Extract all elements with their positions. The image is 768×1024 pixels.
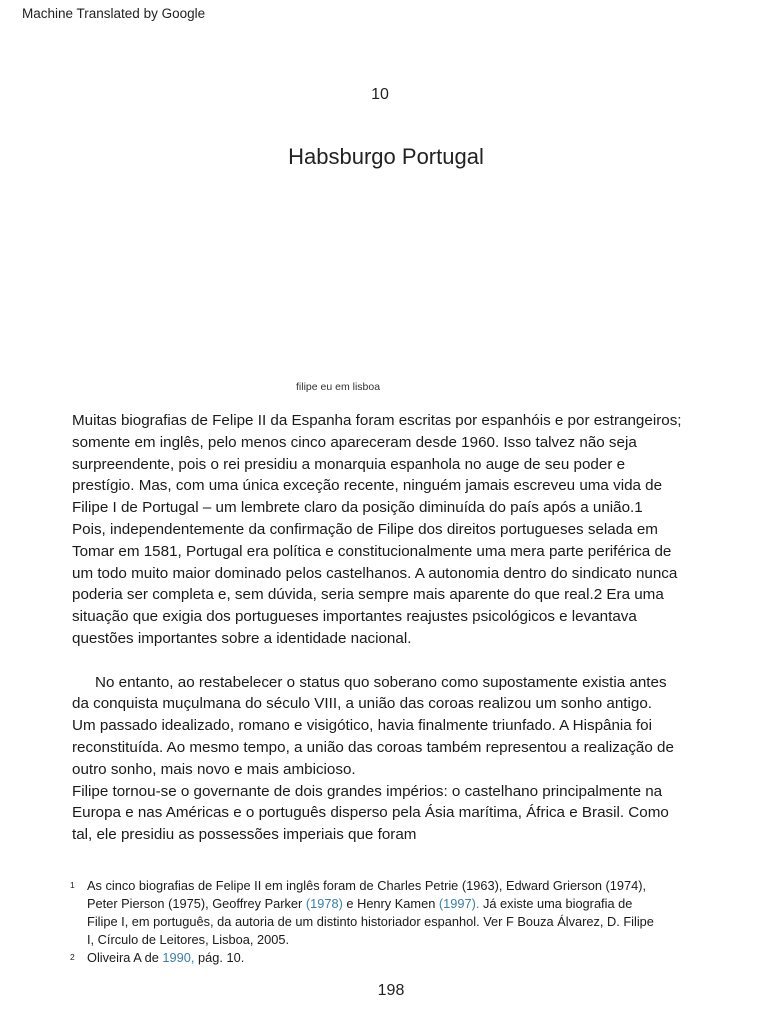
footnotes — [70, 877, 710, 967]
footnote-line — [87, 949, 710, 967]
footnote-line: Filipe I, em português, da autoria de um distinto historiador espanhol. Ver F Bouza Álvarez, D. Filipe — [87, 914, 654, 929]
text-line: Um passado idealizado, romano e visigótico, havia finalmente triunfado. A Hispânia foi — [72, 717, 652, 735]
chapter-number: 10 — [371, 86, 389, 103]
chapter-title: Habsburgo Portugal — [288, 144, 484, 169]
footnote-text: Já existe uma biografia de — [479, 896, 633, 911]
text-line: um todo muito maior dominado pelos castelhanos. A autonomia dentro do sindicato nunca — [72, 564, 678, 582]
text-line: Filipe tornou-se o governante de dois grandes impérios: o castelhano principalmente na — [72, 782, 663, 800]
citation-link-1997[interactable]: (1997). — [438, 896, 480, 911]
text-line: Filipe I de Portugal – um lembrete claro da posição diminuída do país após a união.1 — [72, 499, 643, 517]
body-text — [72, 410, 712, 846]
footnote-marker: 2 — [70, 952, 75, 962]
text-line: Tomar em 1581, Portugal era política e constitucionalmente uma mera parte periférica de — [72, 542, 672, 560]
text-line: surpreendente, pois o rei presidiu a monarquia espanhola no auge de seu poder e — [72, 455, 626, 473]
paragraph-gap — [72, 650, 712, 672]
footnote-text: e Henry Kamen — [342, 896, 439, 911]
text-line: reconstituída. Ao mesmo tempo, a união das coroas também representou a realização de — [72, 738, 674, 756]
citation-link-1978[interactable]: (1978) — [305, 896, 343, 911]
text-line: prestígio. Mas, com uma única exceção recente, ninguém jamais escreveu uma vida de — [72, 477, 663, 495]
page-number: 198 — [377, 982, 405, 999]
footnote-line: I, Círculo de Leitores, Lisboa, 2005. — [87, 932, 290, 947]
text-line: somente em inglês, pelo menos cinco apareceram desde 1960. Isso talvez não seja — [72, 433, 637, 451]
text-line: da conquista muçulmana do século VIII, a união das coroas realizou um sonho antigo. — [72, 695, 653, 713]
text-line: tal, ele presidiu as possessões imperiais que foram — [72, 826, 417, 844]
footnote-line: As cinco biografias de Felipe II em inglês foram de Charles Petrie (1963), Edward Grierson (1974), — [87, 878, 647, 893]
footnote-text: Peter Pierson (1975), Geoffrey Parker — [87, 896, 306, 911]
paragraph-2 — [72, 672, 712, 846]
text-line: Europa e nas Américas e o português disperso pela Ásia marítima, África e Brasil. Como — [72, 804, 669, 822]
paragraph-1 — [72, 410, 712, 650]
machine-translation-banner: Machine Translated by Google — [22, 6, 206, 21]
text-line: questões importantes sobre a identidade nacional. — [72, 629, 412, 647]
image-caption: filipe eu em lisboa — [296, 381, 381, 393]
text-line: No entanto, ao restabelecer o status quo soberano como supostamente existia antes — [95, 673, 667, 691]
text-line: Pois, independentemente da confirmação de Filipe dos direitos portugueses selada em — [72, 520, 658, 538]
footnote-line — [87, 895, 710, 913]
footnote-marker: 1 — [70, 880, 75, 890]
footnote-2 — [70, 949, 710, 967]
text-line: Muitas biografias de Felipe II da Espanha foram escritas por espanhóis e por estrangeiros; — [72, 412, 682, 429]
footnote-1 — [70, 877, 710, 949]
text-line: situação que exigia dos portugueses importantes reajustes psicológicos e levantava — [72, 608, 637, 626]
text-line: poderia ser completa e, sem dúvida, seria sempre mais aparente do que real.2 Era uma — [72, 586, 664, 604]
citation-link-1990[interactable]: 1990, — [162, 950, 195, 965]
footnote-text: Oliveira A de — [87, 950, 163, 965]
text-line: outro sonho, mais novo e mais ambicioso. — [72, 760, 356, 778]
footnote-text: pág. 10. — [194, 950, 245, 965]
